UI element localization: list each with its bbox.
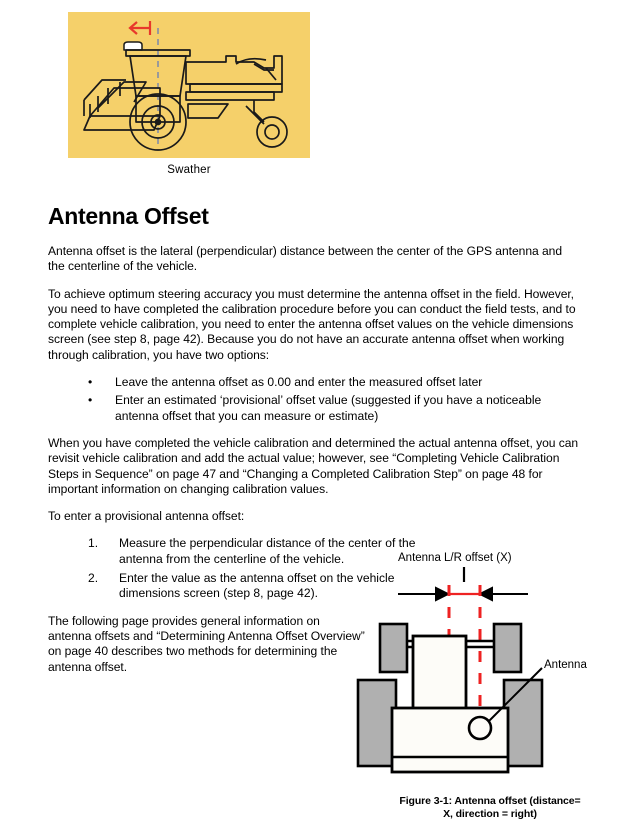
list-item xyxy=(48,375,580,390)
bullet-text: Leave the antenna offset as 0.00 and enter the measured offset later xyxy=(115,375,483,390)
after-bullets-paragraph: When you have completed the vehicle calibration and determined the actual antenna offset, you can revisit vehicle calibration and add the actual value; however, see “Completing Vehicle Calibration Steps in Sequence” on page 47 and “Changing a Completed Calibration Step” on page 48 for important information on changing calibration values. xyxy=(48,435,579,496)
figure-caption-line1: Figure 3-1: Antenna offset (distance= xyxy=(399,795,581,807)
step-text: Measure the perpendicular distance of the center of the antenna from the centerline of the vehicle. xyxy=(119,536,416,566)
steps-intro-paragraph: To enter a provisional antenna offset: xyxy=(48,509,245,524)
bullet-marker: • xyxy=(88,375,93,390)
swather-illustration xyxy=(68,12,310,158)
vehicle-hood xyxy=(413,636,466,710)
figure-caption xyxy=(352,795,628,821)
swather-drawing xyxy=(68,12,310,158)
antenna-label: Antenna xyxy=(544,659,587,671)
bullet-marker: • xyxy=(88,393,93,408)
closing-paragraph: The following page provides general information on antenna offsets and “Determining Antenna Offset Overview” on page 40 describes two methods for determining the antenna offset. xyxy=(48,613,365,674)
options-intro-paragraph: To achieve optimum steering accuracy you must determine the antenna offset in the field. However, you need to have completed the calibration procedure before you can conduct the field tests, and to complete vehicle calibration, you need to enter the antenna offset values on the vehicle dimensions screen (see step 8, page 42). Because you do not have an accurate antenna offset when working through calibration, you have two options: xyxy=(48,286,576,362)
swather-caption: Swather xyxy=(167,164,211,176)
offset-label: Antenna L/R offset (X) xyxy=(398,552,512,564)
intro-paragraph: Antenna offset is the lateral (perpendicular) distance between the center of the GPS antenna and the centerline of the vehicle. xyxy=(48,244,563,274)
figure-caption-line2: X, direction = right) xyxy=(443,808,537,820)
swather-figure xyxy=(68,12,310,176)
antenna-marker-icon xyxy=(469,717,491,739)
step-text: Enter the value as the antenna offset on the vehicle dimensions screen (step 8, page 42). xyxy=(119,571,395,601)
step-number: 2. xyxy=(88,571,99,586)
list-item xyxy=(48,393,580,424)
vehicle-body xyxy=(392,708,508,772)
step-number: 1. xyxy=(88,536,99,551)
options-bullet-list xyxy=(48,375,580,424)
page-title: Antenna Offset xyxy=(48,203,209,229)
bullet-text: Enter an estimated ‘provisional’ offset value (suggested if you have a noticeable antenna offset that you can measure or estimate) xyxy=(115,393,542,423)
antenna-offset-figure xyxy=(352,550,628,820)
swather-body xyxy=(84,42,287,150)
red-dimension-arrow xyxy=(130,21,150,35)
antenna-offset-diagram xyxy=(352,550,628,790)
